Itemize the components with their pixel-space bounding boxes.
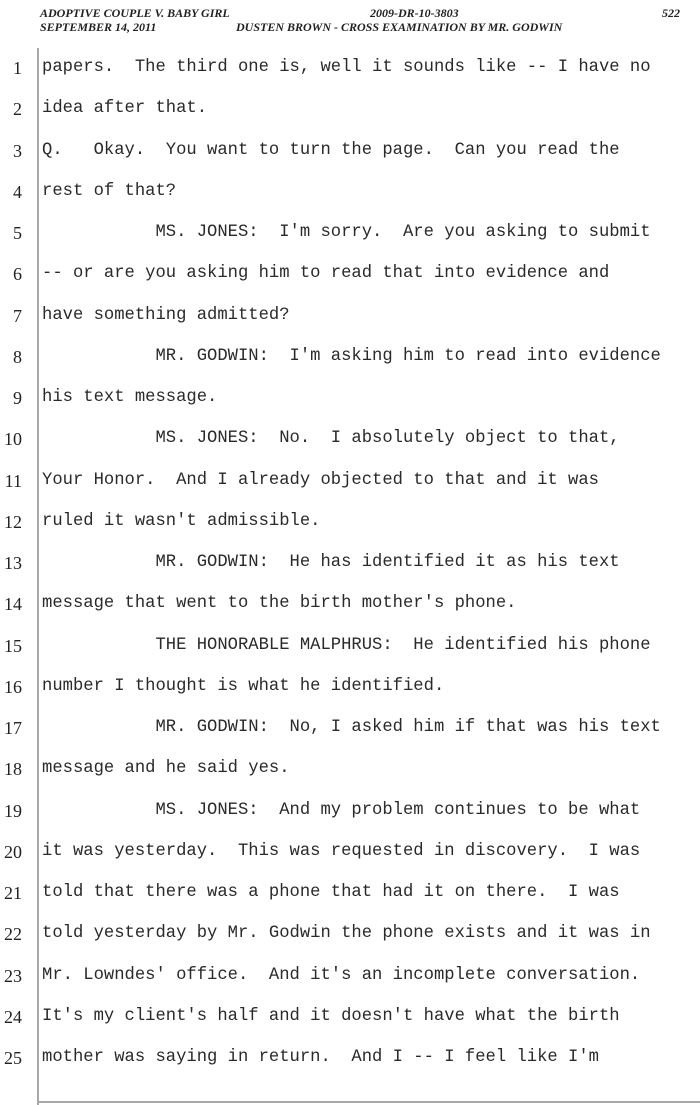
line-text: MS. JONES: And my problem continues to be what [42, 800, 641, 820]
transcript-line [0, 749, 700, 790]
line-text: rest of that? [42, 181, 177, 201]
line-number: 1 [13, 58, 22, 78]
transcript-line [0, 543, 700, 584]
line-number: 10 [4, 429, 22, 450]
transcript-line [0, 997, 700, 1038]
line-number: 6 [13, 264, 22, 285]
transcript-line [0, 172, 700, 213]
line-text: idea after that. [42, 99, 208, 119]
transcript-line [0, 89, 700, 130]
line-number: 15 [4, 635, 22, 656]
line-number: 7 [13, 305, 22, 326]
transcript-line [0, 254, 700, 295]
line-number: 19 [4, 800, 22, 821]
transcript-line [0, 708, 700, 749]
page-number: 522 [662, 6, 680, 20]
line-text: THE HONORABLE MALPHRUS: He identified his phone [42, 635, 651, 655]
line-number: 2 [13, 99, 22, 120]
transcript-line [0, 461, 700, 502]
line-text: his text message. [42, 388, 218, 407]
line-text: Q. Okay. You want to turn the page. Can you read the [42, 140, 620, 160]
line-text: Mr. Lowndes' office. And it's an incomplete conversation. [42, 965, 641, 985]
line-number: 21 [4, 883, 22, 903]
line-text: It's my client's half and it doesn't have what the birth [42, 1006, 620, 1026]
line-number: 16 [4, 676, 22, 697]
line-text: mother was saying in return. And I -- I feel like I'm [42, 1048, 599, 1067]
line-number: 5 [13, 223, 22, 243]
transcript-line [0, 1038, 700, 1079]
line-number: 20 [4, 841, 22, 862]
line-number: 11 [4, 470, 22, 491]
line-text: ruled it wasn't admissible. [42, 511, 321, 531]
line-number: 9 [13, 388, 22, 408]
line-text: -- or are you asking him to read that into evidence and [42, 264, 610, 284]
line-text: MR. GODWIN: No, I asked him if that was his text [42, 718, 661, 737]
transcript-line [0, 956, 700, 997]
case-title: ADOPTIVE COUPLE V. BABY GIRL [40, 6, 230, 20]
line-number: 22 [4, 924, 22, 945]
line-text: told yesterday by Mr. Godwin the phone exists and it was in [42, 924, 651, 944]
transcript-line [0, 48, 700, 89]
line-text: it was yesterday. This was requested in discovery. I was [42, 841, 641, 861]
line-text: MR. GODWIN: I'm asking him to read into evidence [42, 346, 661, 366]
line-number: 24 [4, 1006, 22, 1027]
transcript-line [0, 337, 700, 378]
transcript-line [0, 667, 700, 708]
transcript-line [0, 584, 700, 625]
line-number: 8 [13, 346, 22, 367]
line-text: MS. JONES: No. I absolutely object to that, [42, 429, 620, 449]
line-text: number I thought is what he identified. [42, 676, 445, 696]
transcript-line [0, 131, 700, 172]
line-number: 23 [4, 965, 22, 986]
transcript-line [0, 296, 700, 337]
transcript-line [0, 873, 700, 914]
transcript-line [0, 832, 700, 873]
transcript-line [0, 419, 700, 460]
case-number: 2009-DR-10-3803 [370, 6, 459, 20]
line-text: Your Honor. And I already objected to that and it was [42, 470, 599, 490]
transcript-line [0, 502, 700, 543]
line-number: 13 [4, 553, 22, 573]
line-number: 4 [13, 181, 22, 202]
line-text: MS. JONES: I'm sorry. Are you asking to submit [42, 223, 651, 242]
line-number: 12 [4, 511, 22, 532]
line-number: 25 [4, 1048, 22, 1068]
examination-title: DUSTEN BROWN - CROSS EXAMINATION BY MR. GODWIN [236, 20, 563, 34]
line-number: 18 [4, 759, 22, 780]
transcript-line [0, 378, 700, 419]
transcript-line [0, 213, 700, 254]
hearing-date: SEPTEMBER 14, 2011 [40, 20, 157, 34]
transcript-line [0, 791, 700, 832]
transcript-line [0, 626, 700, 667]
line-text: message that went to the birth mother's phone. [42, 594, 517, 614]
line-text: have something admitted? [42, 305, 290, 325]
line-number: 17 [4, 718, 22, 738]
line-text: papers. The third one is, well it sounds like -- I have no [42, 58, 651, 77]
line-number: 3 [13, 140, 22, 161]
line-text: MR. GODWIN: He has identified it as his text [42, 553, 620, 572]
line-number: 14 [4, 594, 22, 615]
transcript-line [0, 914, 700, 955]
line-text: told that there was a phone that had it on there. I was [42, 883, 620, 902]
line-text: message and he said yes. [42, 759, 290, 779]
